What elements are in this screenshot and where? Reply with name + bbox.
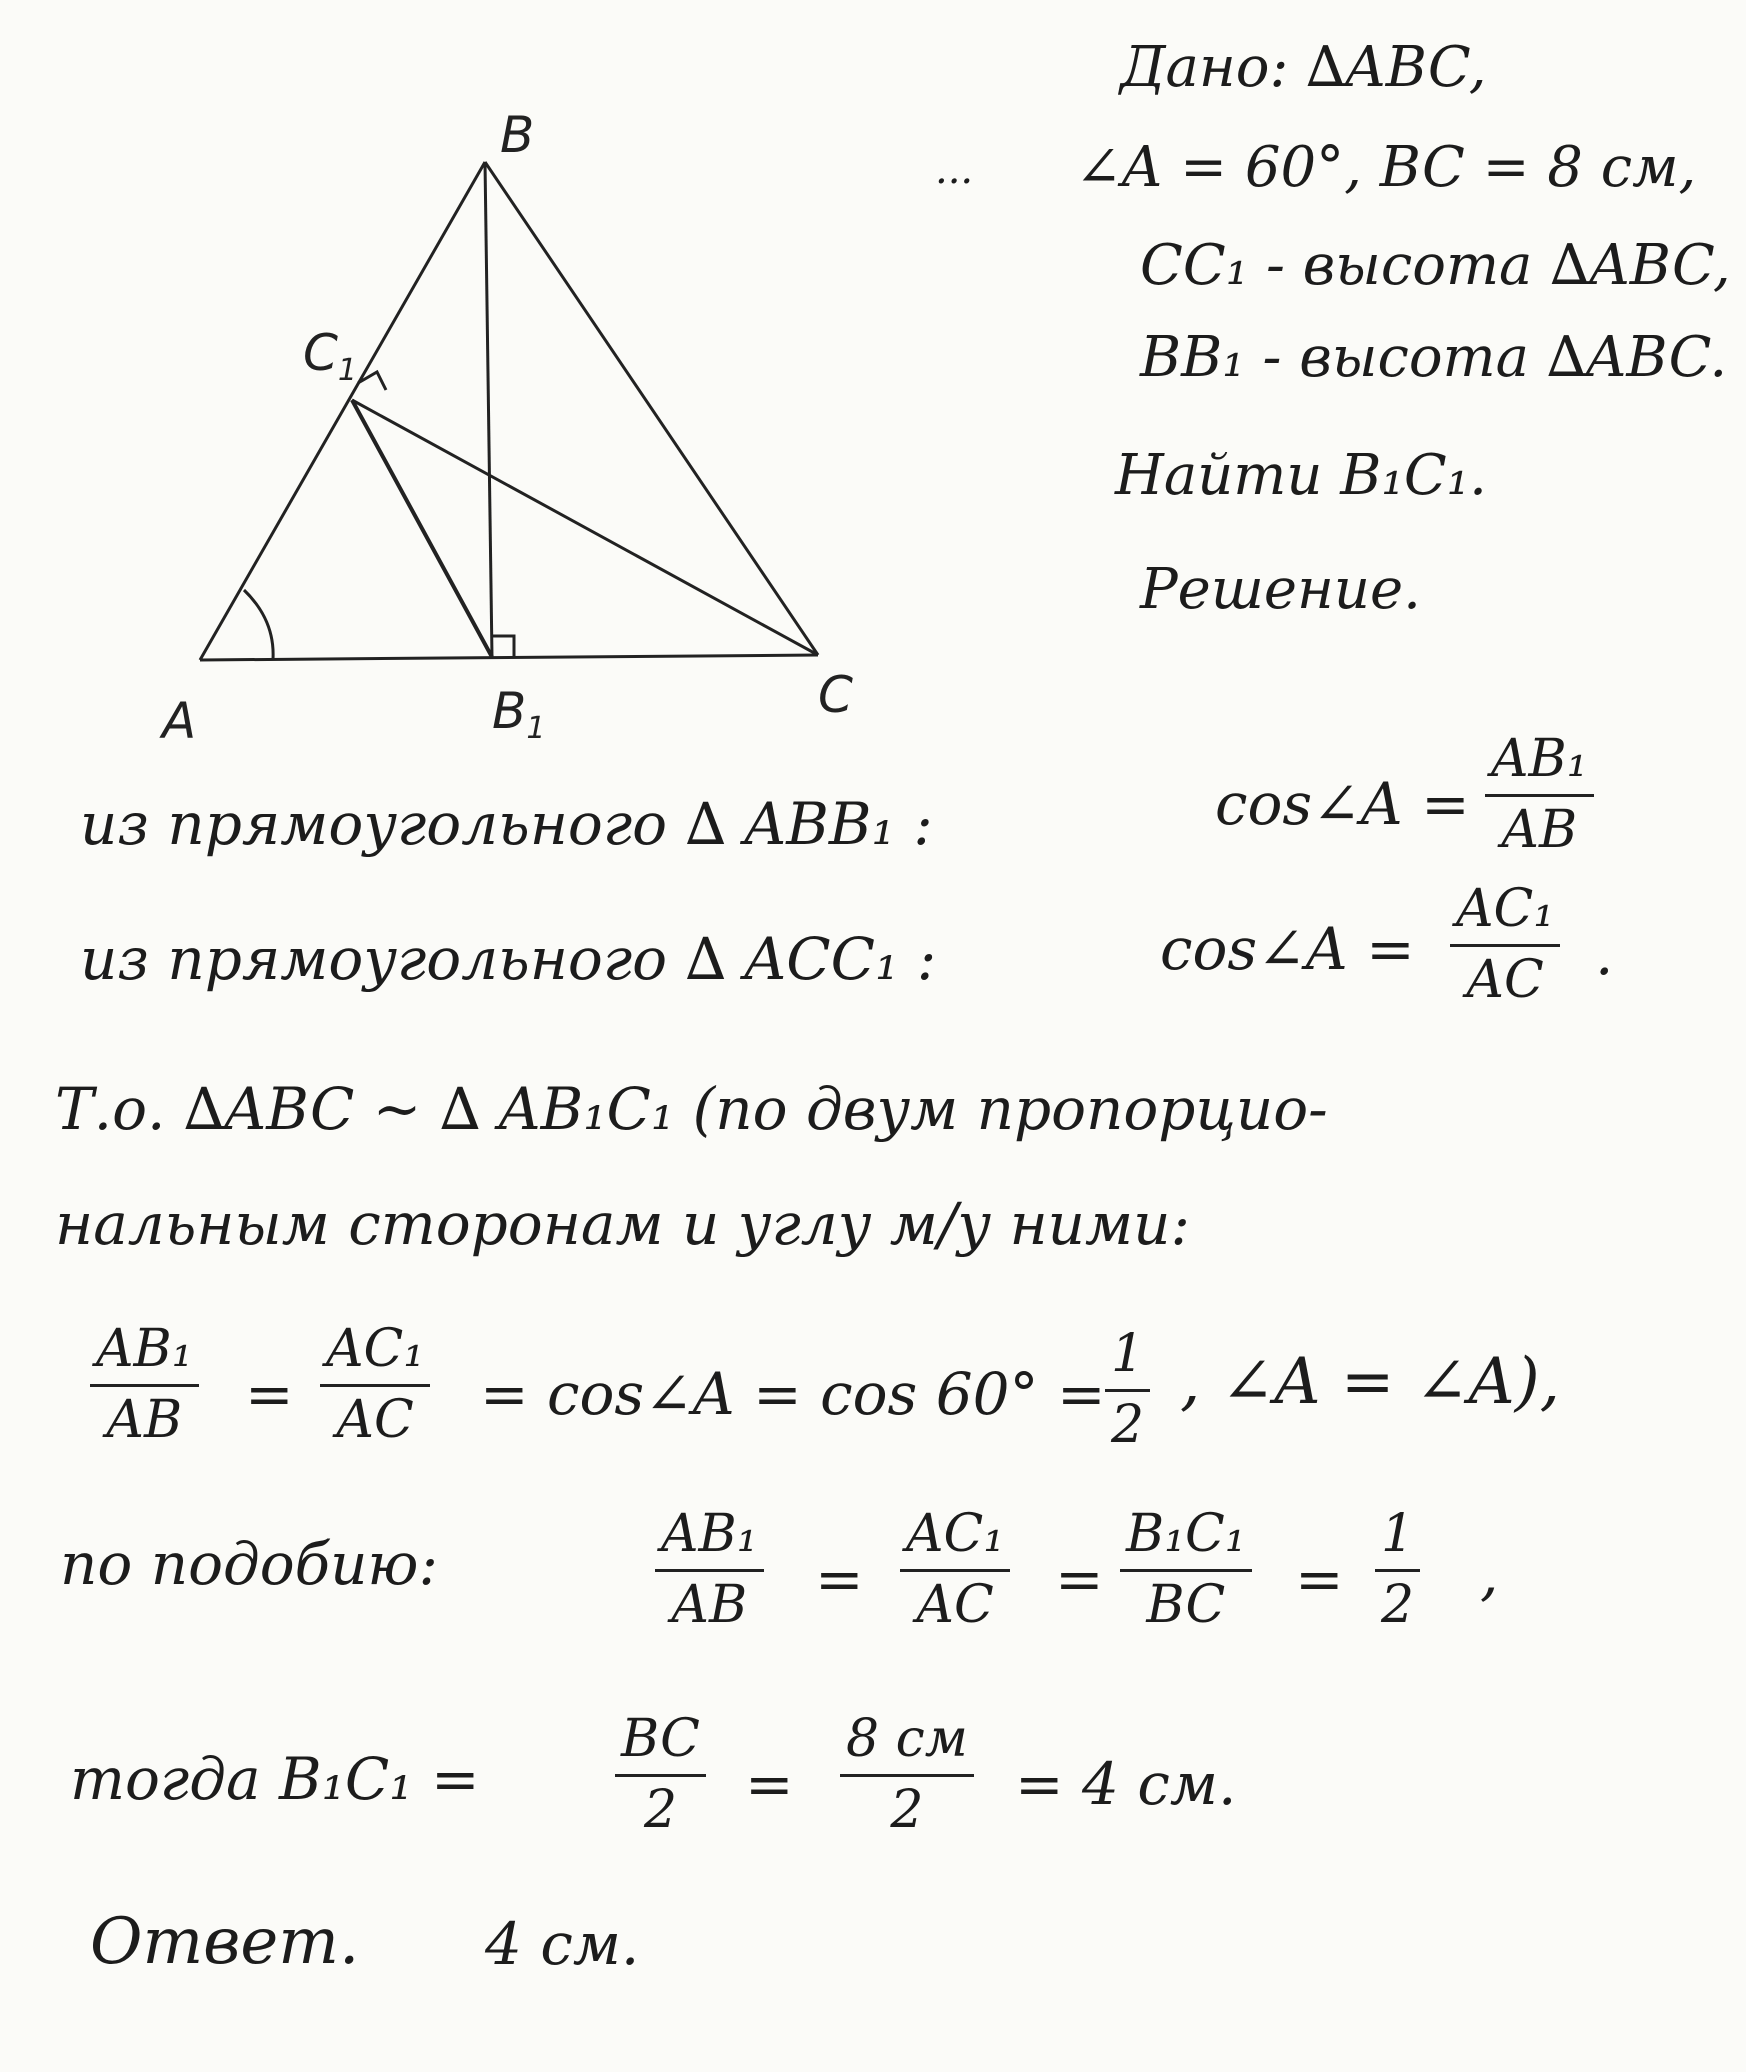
angle-a-arc: [244, 590, 273, 659]
row5-middle: = cos∠A = cos 60° =: [480, 1360, 1106, 1428]
row6-f3-numerator: B₁C₁: [1126, 1504, 1246, 1564]
row5-f2-numerator: AC₁: [326, 1319, 425, 1379]
fraction-bar: [90, 1384, 199, 1387]
row5-f3-denominator: 2: [1111, 1394, 1145, 1455]
row6-fraction3: [1120, 1505, 1252, 1636]
row5-f1-denominator: AB: [106, 1389, 183, 1450]
fraction-bar: [1120, 1569, 1252, 1572]
row6-fraction4: [1375, 1505, 1420, 1636]
row6-eq1: =: [815, 1545, 864, 1613]
row5-f2-denominator: AC: [336, 1389, 414, 1450]
row6-end: ,: [1480, 1540, 1499, 1608]
row2-denominator: AC: [1466, 949, 1544, 1010]
given-dots: ...: [935, 147, 974, 193]
given-header: Дано: ∆ABC,: [1120, 35, 1487, 100]
row5-fraction2: [320, 1320, 430, 1451]
row7-fraction1: [615, 1710, 706, 1841]
row6-f2-numerator: AC₁: [906, 1504, 1005, 1564]
row5-end: , ∠A = ∠A),: [1180, 1345, 1560, 1419]
fraction-bar: [320, 1384, 430, 1387]
label-c: C: [818, 666, 853, 724]
row6-eq3: =: [1295, 1545, 1344, 1613]
label-a: A: [162, 692, 197, 750]
row2-numerator: AC₁: [1456, 879, 1555, 939]
row1-numerator: AB₁: [1491, 729, 1588, 789]
row6-f4-numerator: 1: [1381, 1504, 1415, 1564]
side-ab: [200, 162, 485, 660]
row1-text: из прямоугольного ∆ ABB₁ :: [80, 790, 933, 858]
row5-f3-numerator: 1: [1111, 1324, 1145, 1384]
row7-f1-numerator: BC: [621, 1709, 700, 1769]
fraction-bar: [1450, 944, 1560, 947]
fraction-bar: [900, 1569, 1010, 1572]
given-altitude-cc1: CC₁ - высота ∆ABC,: [1140, 233, 1731, 298]
row2-fraction: [1450, 880, 1560, 1011]
fraction-bar: [1485, 794, 1594, 797]
row5-fraction1: [90, 1320, 199, 1451]
right-angle-b1: [492, 636, 514, 657]
given-angle-side: ∠A = 60°, BC = 8 см,: [1075, 135, 1697, 200]
label-b1: $B_1$: [492, 682, 546, 746]
row7-f2-denominator: 2: [890, 1779, 924, 1840]
label-c1: $C_1$: [303, 324, 358, 388]
fraction-bar: [655, 1569, 764, 1572]
row6-f2-denominator: AC: [916, 1574, 994, 1635]
row6-fraction2: [900, 1505, 1010, 1636]
find-label: Найти B₁C₁.: [1115, 443, 1487, 508]
row4-text: нальным сторонам и углу м/у ними:: [55, 1190, 1191, 1258]
row5-f1-numerator: AB₁: [96, 1319, 193, 1379]
row6-eq2: =: [1055, 1545, 1104, 1613]
fraction-bar: [1375, 1569, 1420, 1572]
fraction-bar: [615, 1774, 706, 1777]
row6-f3-denominator: BC: [1146, 1574, 1226, 1635]
row6-f1-numerator: AB₁: [661, 1504, 758, 1564]
row6-f1-denominator: AB: [671, 1574, 748, 1635]
row7-f1-denominator: 2: [643, 1779, 678, 1840]
row7-f2-numerator: 8 см: [846, 1709, 968, 1769]
row1-lhs: cos∠A =: [1215, 770, 1470, 838]
fraction-bar: [840, 1774, 974, 1777]
label-b: B: [500, 106, 535, 164]
answer-value: 4 см.: [485, 1910, 640, 1978]
row7-eq: =: [745, 1750, 794, 1818]
row1-denominator: AB: [1501, 799, 1578, 860]
row6-f4-denominator: 2: [1381, 1574, 1415, 1635]
fraction-bar: [1105, 1389, 1150, 1392]
row2-end: .: [1595, 920, 1614, 988]
altitude-bb1: [485, 162, 492, 657]
answer-label: Ответ.: [90, 1905, 360, 1979]
row7-end: = 4 см.: [1015, 1750, 1237, 1818]
given-altitude-bb1: BB₁ - высота ∆ABC.: [1140, 325, 1728, 390]
row3-text: Т.о. ∆ABC ~ ∆ AB₁C₁ (по двум пропорцио-: [55, 1075, 1328, 1143]
row6-text: по подобию:: [60, 1530, 439, 1598]
solution-heading: Решение.: [1140, 557, 1421, 622]
row1-fraction: [1485, 730, 1594, 861]
row6-fraction1: [655, 1505, 764, 1636]
row2-lhs: cos∠A =: [1160, 915, 1415, 983]
triangle-diagram: [0, 0, 900, 760]
row7-fraction2: [840, 1710, 974, 1841]
row5-eq1: =: [245, 1360, 294, 1428]
row2-text: из прямоугольного ∆ ACC₁ :: [80, 925, 937, 993]
row7-text: тогда B₁C₁ =: [70, 1745, 480, 1813]
side-ac: [200, 655, 818, 660]
row5-fraction3: [1105, 1325, 1150, 1456]
side-bc: [485, 162, 818, 655]
